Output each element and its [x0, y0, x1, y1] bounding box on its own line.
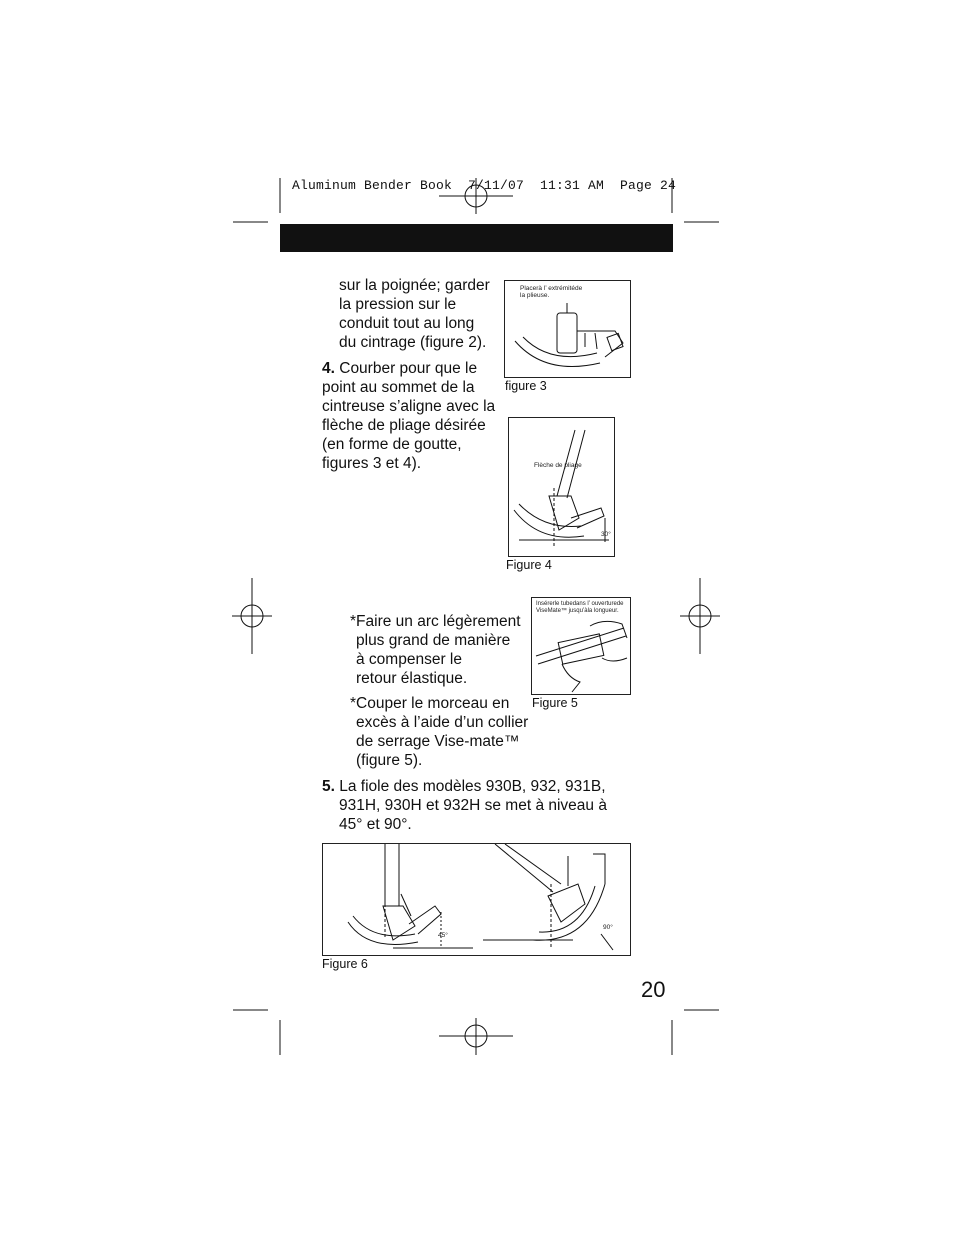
registration-target-left: [232, 578, 272, 654]
step-5: 5. La fiole des modèles 930B, 932, 931B, 931H, 930H et 932H se met à niveau à 45° et 90°.: [322, 778, 607, 833]
figure-6-caption: Figure 6: [322, 957, 368, 971]
step-4: 4. Courber pour que le point au sommet de la cintreuse s’aligne avec la flèche de pliage désirée (en forme de goutte, figures 3 et 4).: [322, 360, 496, 472]
figure-3-caption: figure 3: [505, 379, 547, 393]
paragraph-continuation: sur la poignée; garder la pression sur le conduit tout au long du cintrage (figure 2).: [339, 277, 490, 351]
figure-4: [508, 417, 615, 557]
figure-4-angle: 30°: [601, 531, 611, 538]
figure-4-label: Flèche de pliage: [534, 462, 582, 469]
vise-mate-illustration: [532, 598, 630, 694]
note-springback: *Faire un arc légèrement plus grand de manière à compenser le retour élastique.: [350, 613, 521, 687]
bender-illustration: [509, 418, 614, 556]
note-vise-mate: *Couper le morceau en excès à l’aide d’un collier de serrage Vise-mate™ (figure 5).: [350, 695, 529, 769]
bender-illustration: [505, 281, 630, 377]
figure-6-angle-left: 45°: [438, 932, 448, 939]
figure-4-caption: Figure 4: [506, 558, 552, 572]
registration-target-right: [680, 578, 720, 654]
figure-3-label: Placerà l’ extrémitéde la plieuse.: [520, 285, 583, 299]
figure-5-label: Insérerle tubedans l’ ouverturede ViseMate™ jusqu’àla longueur.: [536, 601, 624, 614]
print-slug: Aluminum Bender Book 7/11/07 11:31 AM Page 24: [292, 178, 677, 193]
figure-5: [531, 597, 631, 695]
header-bar: [280, 224, 673, 252]
step-number: 4.: [322, 360, 335, 377]
figure-6-angle-right: 90°: [603, 924, 613, 931]
bender-illustrations: [323, 844, 630, 955]
page-number: 20: [641, 977, 666, 1002]
figure-6: [322, 843, 631, 956]
figure-3: [504, 280, 631, 378]
registration-target-bottom: [439, 1018, 513, 1055]
step-number: 5.: [322, 778, 335, 795]
figure-5-caption: Figure 5: [532, 696, 578, 710]
